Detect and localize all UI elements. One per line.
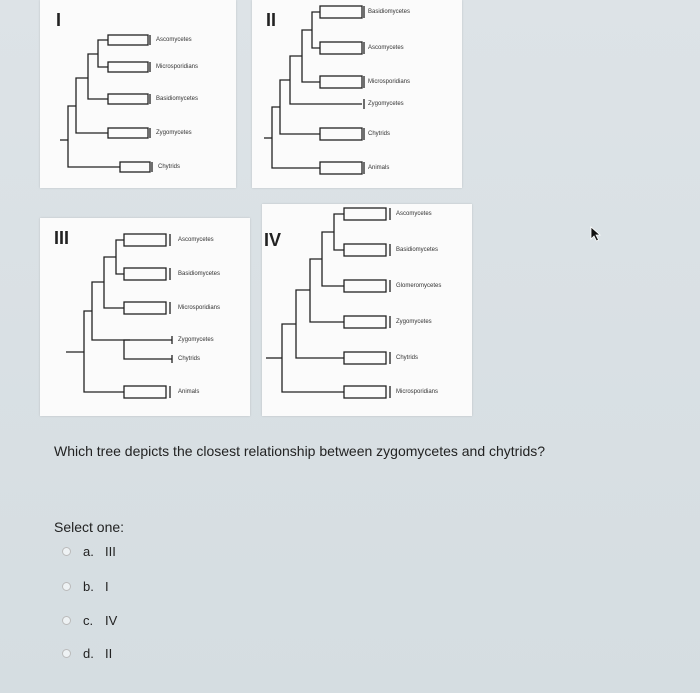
tree-ii-leaf-1: Basidiomycetes xyxy=(368,9,411,15)
option-d-letter: d. xyxy=(83,645,94,661)
tree-ii-leaf-3: Microsporidians xyxy=(368,79,411,85)
radio-button-b[interactable] xyxy=(62,582,71,591)
option-d-value: II xyxy=(105,645,113,661)
tree-iv-leaf-4: Zygomycetes xyxy=(396,319,432,325)
tree-i-leaf-4: Zygomycetes xyxy=(156,130,192,136)
tree-ii-leaf-2: Ascomycetes xyxy=(368,45,404,51)
tree-i-leaf-2: Microsporidians xyxy=(156,64,199,70)
option-b[interactable] xyxy=(62,576,109,596)
tree-ii-leaf-6: Animals xyxy=(368,165,390,171)
tree-figure-iii xyxy=(40,218,250,416)
radio-button-d[interactable] xyxy=(62,649,71,658)
tree-iii-leaf-2: Basidiomycetes xyxy=(178,271,221,277)
option-a-value: III xyxy=(105,543,116,559)
tree-i-leaf-1: Ascomycetes xyxy=(156,37,192,43)
tree-diagram-i xyxy=(40,0,236,188)
tree-i-leaf-3: Basidiomycetes xyxy=(156,96,199,102)
tree-label-i: I xyxy=(56,10,62,30)
tree-iv-leaf-5: Chytrids xyxy=(396,355,419,361)
tree-iv-leaf-6: Microsporidians xyxy=(396,389,439,395)
option-b-value: I xyxy=(105,578,109,594)
tree-iii-leaf-3: Microsporidians xyxy=(178,305,221,311)
option-a-letter: a. xyxy=(83,543,94,559)
tree-diagram-ii xyxy=(252,0,462,188)
select-one-label: Select one: xyxy=(54,519,125,535)
tree-diagram-iii xyxy=(40,218,250,416)
tree-iii-leaf-5: Chytrids xyxy=(178,356,201,362)
radio-button-a[interactable] xyxy=(62,547,71,556)
tree-i-leaf-5: Chytrids xyxy=(158,164,181,170)
tree-iv-leaf-2: Basidiomycetes xyxy=(396,247,439,253)
option-c-letter: c. xyxy=(83,612,94,628)
tree-diagram-iv xyxy=(262,204,472,416)
tree-iv-leaf-1: Ascomycetes xyxy=(396,211,432,217)
tree-iii-leaf-6: Animals xyxy=(178,389,200,395)
tree-ii-leaf-4: Zygomycetes xyxy=(368,101,404,107)
tree-iii-leaf-1: Ascomycetes xyxy=(178,237,214,243)
option-b-letter: b. xyxy=(83,578,94,594)
tree-figure-i xyxy=(40,0,236,188)
option-a[interactable] xyxy=(62,541,116,561)
tree-iii-leaf-4: Zygomycetes xyxy=(178,337,214,343)
question-text: Which tree depicts the closest relationship between zygomycetes and chytrids? xyxy=(54,443,546,459)
option-c[interactable] xyxy=(62,610,117,630)
mouse-pointer-icon xyxy=(590,226,602,242)
radio-button-c[interactable] xyxy=(62,616,71,625)
tree-label-iii: III xyxy=(54,228,70,248)
tree-label-iv: IV xyxy=(264,230,282,250)
tree-iv-leaf-3: Glomeromycetes xyxy=(396,283,442,289)
tree-label-ii: II xyxy=(266,10,277,30)
tree-figure-ii xyxy=(252,0,462,188)
tree-figure-iv xyxy=(262,204,472,416)
option-c-value: IV xyxy=(105,612,118,628)
tree-ii-leaf-5: Chytrids xyxy=(368,131,391,137)
option-d[interactable] xyxy=(62,643,112,663)
